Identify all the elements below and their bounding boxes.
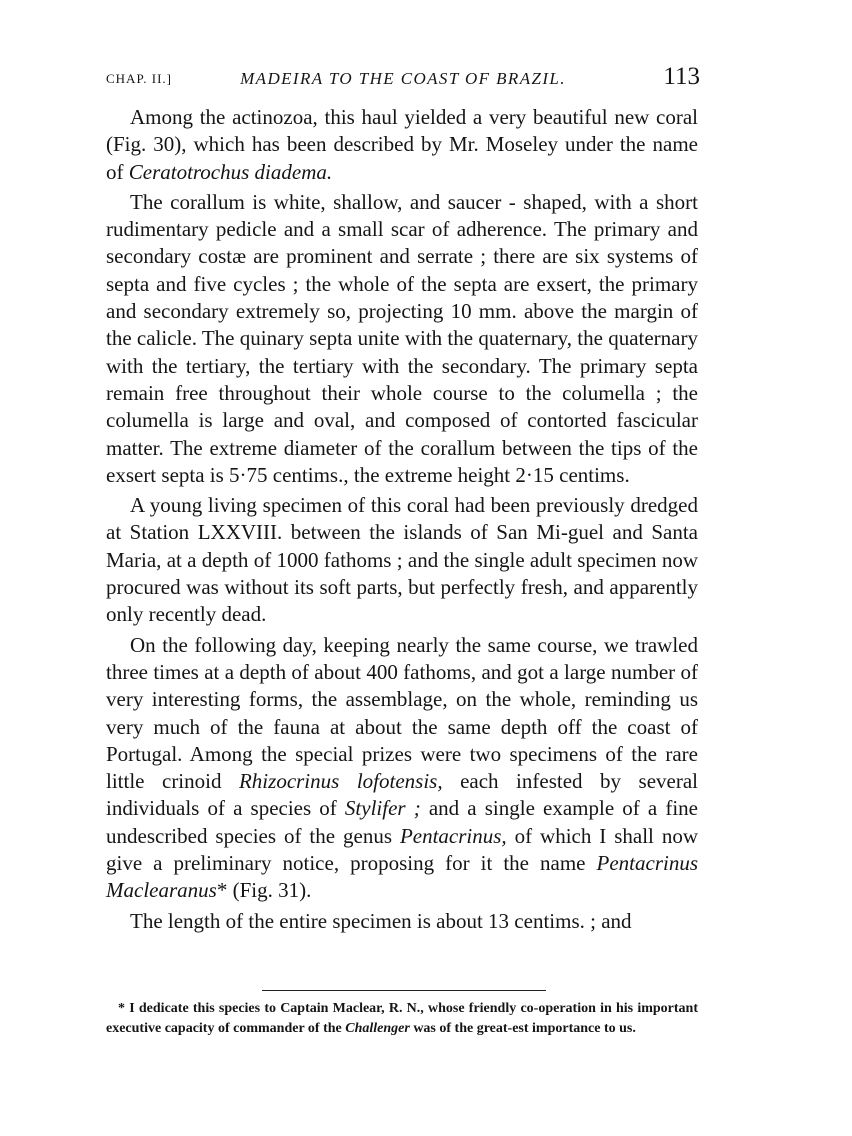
page-number: 113 <box>663 63 700 90</box>
italic-term: Pentacrinus, <box>399 823 507 848</box>
text-run: each infested by several individuals of a species of <box>106 769 698 821</box>
paragraph-new-coral <box>106 104 698 186</box>
text-run: A young living specimen of this coral had been previously dredged at Station LXXVIII. between the islands of San Mi-guel and Santa Maria, at a depth of 1000 fathoms ; and the single adult specimen now procured was without its soft parts, but perfectly fresh, and apparently only recently dead. <box>106 493 698 627</box>
italic-term: Ceratotrochus diadema. <box>128 159 333 184</box>
paragraph-young-specimen <box>106 492 698 628</box>
text-run: On the following day, keeping nearly the same course, we trawled three times at a depth of about 400 fathoms, and got a large number of very interesting forms, the assemblage, on the whole, reminding us very much of the fauna at about the same depth off the coast of Portugal. Among the special prizes were two specimens of the rare little crinoid <box>106 632 698 794</box>
text-run: * (Fig. 31). <box>216 878 312 903</box>
text-run: was of the great-est importance to us. <box>409 1021 636 1036</box>
text-run: Among the actinozoa, this haul yielded a very beautiful new coral (Fig. 30), which has been described by Mr. Moseley under the name of <box>106 105 698 184</box>
body-text <box>106 104 698 935</box>
text-run: The corallum is white, shallow, and saucer - shaped, with a short rudimentary pedicle and a small scar of adherence. The primary and secondary costæ are prominent and serrate ; there are six systems of septa and five cycles ; the whole of the septa are exsert, the primary and secondary extremely so, projecting 10 mm. above the margin of the calicle. The quinary septa unite with the quaternary, the quaternary with the tertiary, the tertiary with the secondary. The primary septa remain free throughout their whole course to the columella ; the columella is large and oval, and composed of contorted fascicular matter. The extreme diameter of the corallum between the tips of the exsert septa is 5·75 centims., the extreme height 2·15 centims. <box>106 189 698 487</box>
paragraph-specimen-length <box>106 908 698 935</box>
paragraph-corallum-description <box>106 189 698 489</box>
italic-term: Pentacrinus Maclearanus <box>106 851 698 903</box>
text-run: * I dedicate this species to Captain Maclear, R. N., whose friendly co-operation in his important executive capacity of commander of the <box>106 1001 698 1036</box>
italic-term: Rhizocrinus lofotensis, <box>238 769 443 794</box>
italic-term: Stylifer ; <box>344 796 421 821</box>
footnote-text <box>106 999 698 1039</box>
chapter-label: CHAP. II.] <box>106 71 172 86</box>
text-run: and a single example of a fine undescribed species of the genus <box>106 796 698 848</box>
running-header <box>106 63 700 95</box>
paragraph-following-day-trawl <box>106 632 698 905</box>
italic-term: Challenger <box>345 1021 410 1036</box>
text-run: of which I shall now give a preliminary notice, proposing for it the name <box>106 823 698 876</box>
footnote-rule <box>262 990 546 991</box>
running-title: MADEIRA TO THE COAST OF BRAZIL. <box>240 69 566 88</box>
footnote <box>106 999 698 1039</box>
text-run: The length of the entire specimen is about 13 centims. ; and <box>130 908 632 933</box>
